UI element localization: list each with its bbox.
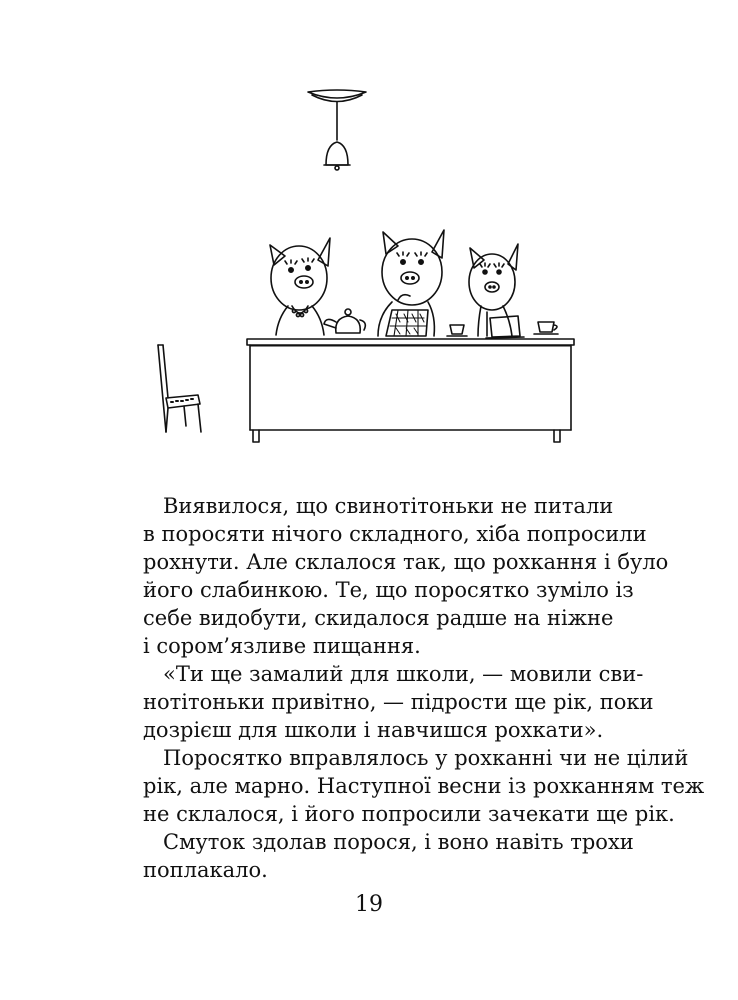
paragraph bbox=[143, 660, 654, 744]
cup-icon bbox=[534, 322, 558, 334]
text-line: не склалося, і його попросили зачекати ще рік. bbox=[143, 802, 675, 826]
paragraph bbox=[143, 492, 669, 660]
cup-icon bbox=[447, 325, 467, 336]
pig-aunt-middle-icon bbox=[378, 230, 444, 336]
text-line: Поросятко вправлялось у рохканні чи не цілий bbox=[163, 746, 689, 770]
story-text bbox=[143, 492, 705, 884]
text-line: рохнути. Але склалося так, що рохкання і було bbox=[143, 550, 669, 574]
text-line: поплакало. bbox=[143, 858, 268, 882]
text-line: «Ти ще замалий для школи, — мовили сви- bbox=[163, 662, 644, 686]
text-line: його слабинкою. Те, що поросятко зуміло із bbox=[143, 578, 634, 602]
text-line: дозрієш для школи і навчишся рохкати». bbox=[143, 718, 604, 742]
teapot-icon bbox=[324, 309, 365, 333]
chair-icon bbox=[158, 345, 201, 432]
text-line: себе видобути, скидалося радше на ніжне bbox=[143, 606, 614, 630]
illustration-pig-aunts-at-table bbox=[150, 80, 590, 460]
laptop-icon bbox=[486, 316, 524, 338]
pig-aunt-left-icon bbox=[270, 238, 330, 335]
page-number: 19 bbox=[355, 892, 383, 917]
text-line: рік, але марно. Наступної весни із рохканням теж bbox=[143, 774, 705, 798]
pig-aunt-right-icon bbox=[469, 244, 518, 336]
paragraph bbox=[143, 744, 705, 828]
paragraph bbox=[143, 828, 634, 884]
text-line: в поросяти нічого складного, хіба попросили bbox=[143, 522, 647, 546]
text-line: Смуток здолав порося, і воно навіть трохи bbox=[163, 830, 634, 854]
text-line: нотітоньки привітно, — підрости ще рік, поки bbox=[143, 690, 654, 714]
text-line: Виявилося, що свинотітоньки не питали bbox=[163, 494, 614, 518]
ceiling-lamp-icon bbox=[308, 90, 366, 170]
table-icon bbox=[247, 339, 574, 442]
text-line: і сором’язливе пищання. bbox=[143, 634, 421, 658]
